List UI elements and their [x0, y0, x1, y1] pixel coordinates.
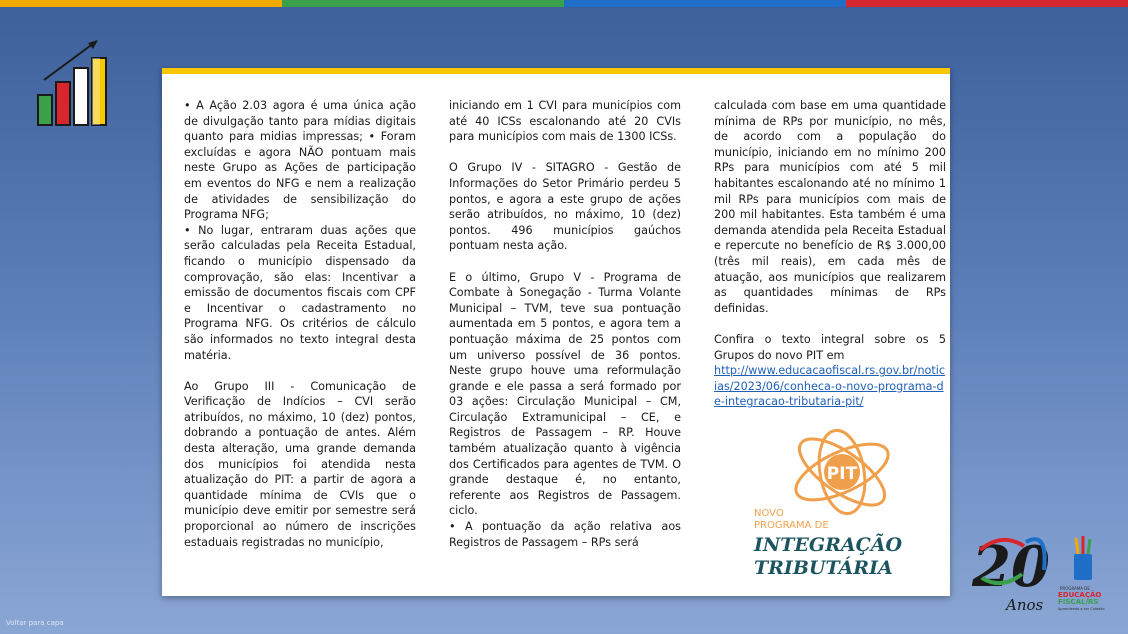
article-column-3 [714, 98, 946, 410]
pit-center-text: PIT [826, 464, 858, 484]
anos-line4: Aprendendo a ser Cidadão [1058, 607, 1105, 611]
pit-line3: INTEGRAÇÃO [754, 534, 902, 556]
pit-line2: PROGRAMA DE [754, 520, 829, 531]
anos-word: Anos [1006, 596, 1044, 614]
20-anos-logo [972, 530, 1110, 620]
col3-paragraph-1: calculada com base em uma quantidade mínima de RPs por município, no mês, de acordo com a população do município, iniciando em no mínimo 200 RPs para municípios com até 5 mil habitantes escalonando até no mínimo 1 mil RPs para municípios com mais de 200 mil habitantes. Esta também é uma demanda atendida pela Receita Estadual e repercute no benefício de R$ 3.000,00 (três mil reais), em cada mês de atuação, aos municípios que realizarem as quantidades mínimas de RPs definidas. [714, 99, 946, 315]
anos-number: 20 [972, 534, 1050, 600]
article-card [162, 68, 950, 596]
col2-paragraph-3: E o último, Grupo V - Programa de Combate à Sonegação - Turma Volante Municipal – TVM, teve sua pontuação aumentada em 5 pontos, e agora tem a pontuação máxima de 25 pontos com um universo possível de 36 pontos. Neste grupo houve uma reformulação grande e ele passa a será formado por 03 ações: Circulação Municipal – CM, Circulação Extramunicipal – CE, e Registros de Passagem – RP. Houve também atualização quanto à vigência dos Certificados para agentes de TVM. O grande destaque é, no entanto, referente aos Registros de Passagem. ciclo. [449, 270, 681, 518]
col1-paragraph-1: • A Ação 2.03 agora é uma única ação de divulgação tanto para mídias digitais quanto para midias impressas; • Foram excluídas e agora NÃO pontuam mais neste Grupo as Ações de participação em eventos do NFG e nem a realização de atividades de sensibilização do Programa NFG; [184, 99, 416, 222]
anos-line3: FISCAL/RS [1058, 598, 1099, 606]
col1-paragraph-2: • No lugar, entraram duas ações que serão calculadas pela Receita Estadual, ficando o município dispensado da comprovação, são elas: Incentivar a emissão de documentos fiscais com CPF e Incentivar o cadastramento no Programa NFG. Os critérios de cálculo são informados no texto integral desta matéria. [184, 223, 416, 362]
article-link[interactable]: http://www.educacaofiscal.rs.gov.br/noticias/2023/06/conheca-o-novo-programa-de-integracao-tributaria-pit/ [714, 364, 946, 409]
pit-atom-logo [752, 424, 902, 584]
article-column-2 [449, 98, 681, 566]
pit-line1: NOVO [754, 508, 784, 519]
col1-paragraph-3: Ao Grupo III - Comunicação de Verificação de Indícios – CVI serão atribuídos, no máximo, 10 (dez) pontos, dobrando a pontuação de antes. Além desta alteração, uma grande demanda dos municípios foi atendida nesta atualização do PIT: a partir de agora a quantidade mínima de CVIs que o município deve emitir por semestre será proporcional ao número de inscrições estaduais registradas no município, [184, 379, 416, 549]
col2-paragraph-1: iniciando em 1 CVI para municípios com até 40 ICSs escalonando até 20 CVIs para municípios com mais de 1300 ICSs. [449, 99, 681, 144]
card-top-stripe [162, 68, 950, 74]
pit-line4: TRIBUTÁRIA [754, 557, 893, 579]
col2-paragraph-4: • A pontuação da ação relativa aos Registros de Passagem – RPs será [449, 520, 681, 549]
anos-line1: PROGRAMA DE [1060, 586, 1090, 591]
top-color-bar [0, 0, 1128, 7]
col3-paragraph-2: Confira o texto integral sobre os 5 Grupos do novo PIT em [714, 332, 946, 362]
col2-paragraph-2: O Grupo IV - SITAGRO - Gestão de Informações do Setor Primário perdeu 5 pontos, e agora a este grupo de ações serão atribuídos, no máximo, 10 (dez) pontos. 496 municípios gaúchos pontuam nesta ação. [449, 161, 681, 253]
bar-chart-growth-icon [36, 40, 116, 130]
anos-line2: EDUCAÇÃO [1058, 591, 1102, 599]
article-column-1 [184, 98, 416, 566]
back-to-cover-link[interactable]: Voltar para capa [6, 619, 64, 627]
